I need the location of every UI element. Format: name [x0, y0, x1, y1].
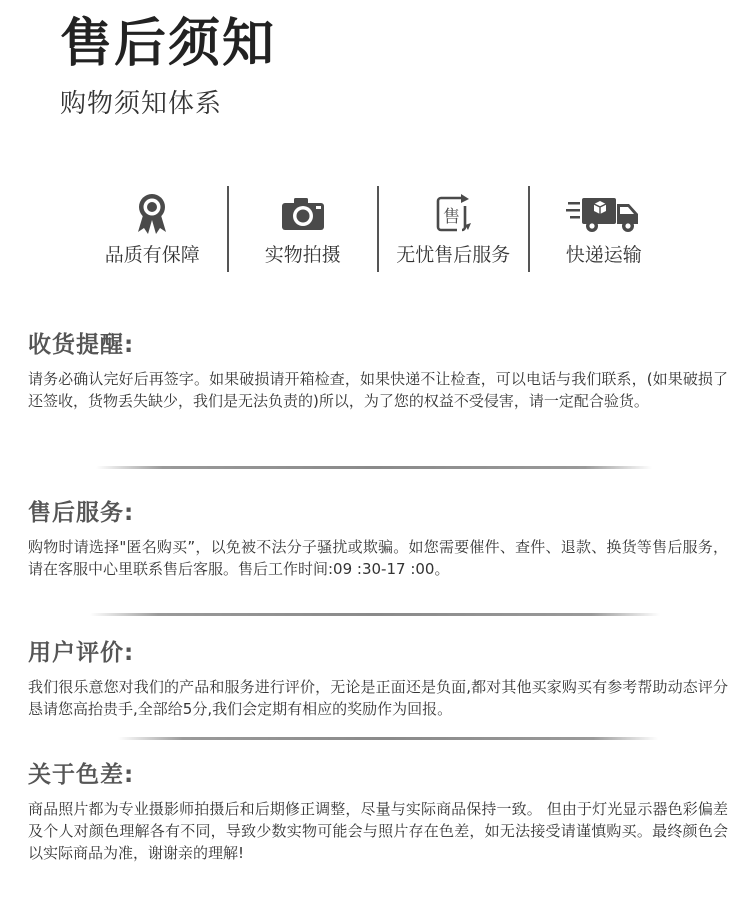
section-heading: 关于色差: [28, 762, 135, 788]
section-color-difference [28, 760, 728, 864]
section-body: 我们很乐意您对我们的产品和服务进行评价，无论是正面还是负面,都对其他买家购买有参考帮助动态评分恳请您高抬贵手,全部给5分,我们会定期有相应的奖励作为回报。 [28, 678, 728, 718]
section-heading: 收货提醒: [28, 332, 135, 358]
service-features [78, 186, 678, 272]
divider [96, 466, 652, 469]
section-body: 购物时请选择"匿名购买”，以免被不法分子骚扰或欺骗。如您需要催件、查件、退款、换货等售后服务，请在客服中心里联系售后客服。售后工作时间:09 :30-17 :00。 [28, 538, 728, 578]
feature-label: 实物拍摄 [264, 244, 341, 266]
section-after-sales-service [28, 498, 728, 580]
section-user-reviews [28, 638, 728, 720]
section-body: 请务必确认完好后再签字。如果破损请开箱检查，如果快递不让检查，可以电话与我们联系，(如果破损了还签收，货物丢失缺少，我们是无法负责的)所以，为了您的权益不受侵害，请一定配合验货。 [28, 370, 728, 410]
section-heading: 用户评价: [28, 640, 135, 666]
svg-text:售: 售 [443, 207, 461, 227]
feature-label: 快递运输 [565, 244, 642, 266]
camera-icon [229, 192, 378, 236]
delivery-truck-icon [530, 192, 679, 236]
feature-after-sales [377, 186, 528, 272]
section-receiving-reminder [28, 330, 728, 412]
page-title: 售后须知 [60, 14, 277, 74]
feature-quality-guarantee [78, 186, 227, 272]
award-ribbon-icon [78, 192, 227, 236]
feature-express-delivery [528, 186, 679, 272]
section-heading: 售后服务: [28, 500, 135, 526]
section-body: 商品照片都为专业摄影师拍摄后和后期修正调整，尽量与实际商品保持一致。 但由于灯光显示器色彩偏差及个人对颜色理解各有不同，导致少数实物可能会与照片存在色差，如无法接受请谨慎购买。最终颜色会以实际商品为准，谢谢亲的理解! [28, 800, 728, 862]
feature-label: 无忧售后服务 [396, 244, 511, 266]
divider [90, 613, 660, 616]
feature-real-photos [227, 186, 378, 272]
after-sales-refresh-icon [379, 192, 528, 236]
feature-label: 品质有保障 [104, 244, 200, 266]
page-subtitle: 购物须知体系 [60, 89, 223, 119]
divider [118, 737, 658, 740]
